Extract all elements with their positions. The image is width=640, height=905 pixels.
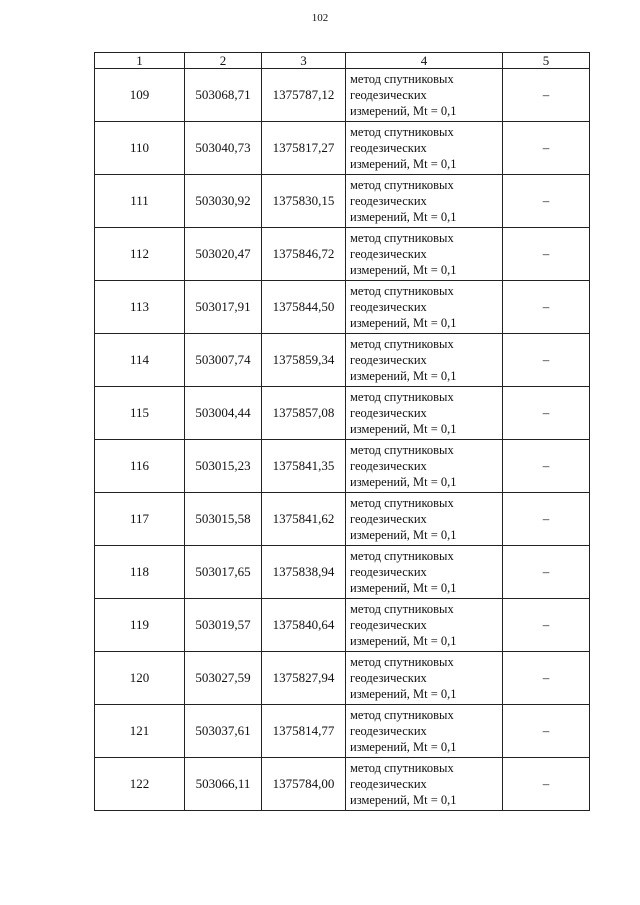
method-text-line: метод спутниковых xyxy=(350,284,454,298)
table-row xyxy=(95,493,590,546)
table-row xyxy=(95,122,590,175)
column-header-2: 2 xyxy=(185,53,262,69)
y-coordinate-cell: 1375827,94 xyxy=(262,652,346,705)
method-text-line: измерений, Mt = 0,1 xyxy=(350,422,457,436)
method-cell xyxy=(346,758,503,811)
method-text-line: геодезических xyxy=(350,353,427,367)
page-number: 102 xyxy=(311,12,329,24)
y-coordinate-cell: 1375814,77 xyxy=(262,705,346,758)
table-row xyxy=(95,228,590,281)
column-header-1: 1 xyxy=(95,53,185,69)
y-coordinate-cell: 1375841,35 xyxy=(262,440,346,493)
method-text-line: геодезических xyxy=(350,300,427,314)
x-coordinate-cell: 503015,58 xyxy=(185,493,262,546)
method-text-line: измерений, Mt = 0,1 xyxy=(350,263,457,277)
method-cell xyxy=(346,228,503,281)
method-text-line: метод спутниковых xyxy=(350,549,454,563)
table-row xyxy=(95,175,590,228)
point-number-cell: 120 xyxy=(95,652,185,705)
y-coordinate-cell: 1375840,64 xyxy=(262,599,346,652)
table-row xyxy=(95,599,590,652)
method-text-line: метод спутниковых xyxy=(350,708,454,722)
table-row xyxy=(95,281,590,334)
note-cell: – xyxy=(503,758,590,811)
table-row xyxy=(95,652,590,705)
table-row xyxy=(95,758,590,811)
x-coordinate-cell: 503037,61 xyxy=(185,705,262,758)
x-coordinate-cell: 503040,73 xyxy=(185,122,262,175)
method-text-line: измерений, Mt = 0,1 xyxy=(350,740,457,754)
note-cell: – xyxy=(503,705,590,758)
method-text-line: геодезических xyxy=(350,512,427,526)
x-coordinate-cell: 503015,23 xyxy=(185,440,262,493)
point-number-cell: 117 xyxy=(95,493,185,546)
method-cell xyxy=(346,652,503,705)
y-coordinate-cell: 1375830,15 xyxy=(262,175,346,228)
y-coordinate-cell: 1375787,12 xyxy=(262,69,346,122)
method-cell xyxy=(346,334,503,387)
table-header-row xyxy=(95,53,590,69)
method-text-line: метод спутниковых xyxy=(350,231,454,245)
table-row xyxy=(95,546,590,599)
point-number-cell: 115 xyxy=(95,387,185,440)
point-number-cell: 111 xyxy=(95,175,185,228)
method-cell xyxy=(346,440,503,493)
method-text-line: метод спутниковых xyxy=(350,390,454,404)
method-text-line: геодезических xyxy=(350,247,427,261)
method-text-line: измерений, Mt = 0,1 xyxy=(350,157,457,171)
x-coordinate-cell: 503066,11 xyxy=(185,758,262,811)
method-text-line: метод спутниковых xyxy=(350,443,454,457)
method-text-line: измерений, Mt = 0,1 xyxy=(350,528,457,542)
y-coordinate-cell: 1375784,00 xyxy=(262,758,346,811)
x-coordinate-cell: 503027,59 xyxy=(185,652,262,705)
method-text-line: измерений, Mt = 0,1 xyxy=(350,634,457,648)
table-row xyxy=(95,387,590,440)
note-cell: – xyxy=(503,493,590,546)
table-row xyxy=(95,334,590,387)
column-header-4: 4 xyxy=(346,53,503,69)
point-number-cell: 113 xyxy=(95,281,185,334)
method-text-line: измерений, Mt = 0,1 xyxy=(350,210,457,224)
note-cell: – xyxy=(503,546,590,599)
y-coordinate-cell: 1375857,08 xyxy=(262,387,346,440)
y-coordinate-cell: 1375859,34 xyxy=(262,334,346,387)
method-cell xyxy=(346,69,503,122)
method-text-line: метод спутниковых xyxy=(350,178,454,192)
method-text-line: метод спутниковых xyxy=(350,655,454,669)
method-text-line: геодезических xyxy=(350,406,427,420)
method-text-line: геодезических xyxy=(350,88,427,102)
x-coordinate-cell: 503019,57 xyxy=(185,599,262,652)
point-number-cell: 109 xyxy=(95,69,185,122)
x-coordinate-cell: 503007,74 xyxy=(185,334,262,387)
method-cell xyxy=(346,281,503,334)
note-cell: – xyxy=(503,228,590,281)
y-coordinate-cell: 1375846,72 xyxy=(262,228,346,281)
x-coordinate-cell: 503004,44 xyxy=(185,387,262,440)
note-cell: – xyxy=(503,652,590,705)
note-cell: – xyxy=(503,69,590,122)
method-cell xyxy=(346,175,503,228)
note-cell: – xyxy=(503,440,590,493)
method-text-line: измерений, Mt = 0,1 xyxy=(350,687,457,701)
note-cell: – xyxy=(503,599,590,652)
method-text-line: измерений, Mt = 0,1 xyxy=(350,369,457,383)
note-cell: – xyxy=(503,387,590,440)
method-text-line: измерений, Mt = 0,1 xyxy=(350,475,457,489)
method-cell xyxy=(346,546,503,599)
note-cell: – xyxy=(503,122,590,175)
point-number-cell: 110 xyxy=(95,122,185,175)
method-text-line: измерений, Mt = 0,1 xyxy=(350,104,457,118)
method-text-line: геодезических xyxy=(350,141,427,155)
method-text-line: измерений, Mt = 0,1 xyxy=(350,316,457,330)
x-coordinate-cell: 503030,92 xyxy=(185,175,262,228)
point-number-cell: 112 xyxy=(95,228,185,281)
method-cell xyxy=(346,387,503,440)
method-text-line: геодезических xyxy=(350,459,427,473)
column-header-5: 5 xyxy=(503,53,590,69)
table-row xyxy=(95,69,590,122)
point-number-cell: 116 xyxy=(95,440,185,493)
point-number-cell: 114 xyxy=(95,334,185,387)
method-text-line: геодезических xyxy=(350,565,427,579)
y-coordinate-cell: 1375844,50 xyxy=(262,281,346,334)
x-coordinate-cell: 503017,91 xyxy=(185,281,262,334)
coordinates-table xyxy=(94,52,590,811)
method-text-line: геодезических xyxy=(350,777,427,791)
point-number-cell: 122 xyxy=(95,758,185,811)
point-number-cell: 118 xyxy=(95,546,185,599)
note-cell: – xyxy=(503,281,590,334)
note-cell: – xyxy=(503,334,590,387)
y-coordinate-cell: 1375817,27 xyxy=(262,122,346,175)
method-text-line: геодезических xyxy=(350,194,427,208)
point-number-cell: 121 xyxy=(95,705,185,758)
method-text-line: метод спутниковых xyxy=(350,125,454,139)
method-cell xyxy=(346,599,503,652)
method-cell xyxy=(346,493,503,546)
table-row xyxy=(95,705,590,758)
x-coordinate-cell: 503017,65 xyxy=(185,546,262,599)
point-number-cell: 119 xyxy=(95,599,185,652)
method-cell xyxy=(346,122,503,175)
table-row xyxy=(95,440,590,493)
method-text-line: измерений, Mt = 0,1 xyxy=(350,793,457,807)
y-coordinate-cell: 1375838,94 xyxy=(262,546,346,599)
x-coordinate-cell: 503020,47 xyxy=(185,228,262,281)
method-text-line: геодезических xyxy=(350,618,427,632)
method-text-line: метод спутниковых xyxy=(350,72,454,86)
method-text-line: метод спутниковых xyxy=(350,602,454,616)
method-text-line: геодезических xyxy=(350,671,427,685)
method-text-line: измерений, Mt = 0,1 xyxy=(350,581,457,595)
x-coordinate-cell: 503068,71 xyxy=(185,69,262,122)
method-cell xyxy=(346,705,503,758)
note-cell: – xyxy=(503,175,590,228)
method-text-line: метод спутниковых xyxy=(350,761,454,775)
method-text-line: метод спутниковых xyxy=(350,337,454,351)
table-body xyxy=(95,69,590,811)
method-text-line: метод спутниковых xyxy=(350,496,454,510)
method-text-line: геодезических xyxy=(350,724,427,738)
column-header-3: 3 xyxy=(262,53,346,69)
y-coordinate-cell: 1375841,62 xyxy=(262,493,346,546)
